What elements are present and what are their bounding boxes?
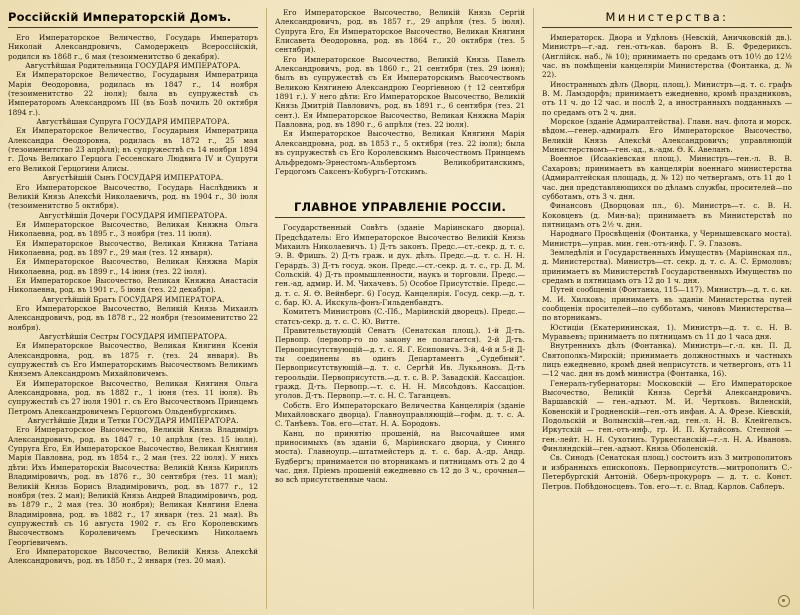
paragraph: Правительствующій Сенатъ (Сенатская площ.). 1-й Д-тъ. Первопр. (первопр-го по закону не полагается). 2-й Д-тъ. Первоприсутствующій—д. т. с. Я. Г. Есиповичъ. 3-й, 4-й и 5-й Д-ты соединены въ одинъ Департаментъ „Судебный“. Первоприсутствующій—д. т. с. Сергѣй Ив. Лукьяновъ. Д-тъ героольдіи. Первоприсутств.—д. т. с. В. Р. Завадскій. Кассаціон. гражд. Д-тъ. Первопр.—т. с. Н. Н. Мясоѣдовъ. Кассаціон. уголов. Д-тъ. Первопр.—т. с. Н. С. Таганцевъ.	[275, 325, 525, 401]
paragraph: Его Императорское Высочество, Великій Князь Владиміръ Александровичъ, род. въ 1847 г., 10 апрѣля (тез. 15 іюля). Супруга Его, Ея Императорское Высочество, Великая Княгиня Марія Павловна, род. въ 1854 г., 2 мая (тез. 22 іюля). У нихъ дѣти: Ихъ Императорскія Высочества: Великій Князь Кириллъ Владиміровичъ, род. въ 1876 г., 30 сентября (тез. 11 мая); Великій Князь Борисъ Владиміровичъ, род. въ 1877 г., 12 ноября (тез. 2 мая); Великій Князь Андрей Владиміровичъ, род. въ 1879 г., 2 мая (тез. 30 ноября); Великая Княгиня Елена Владиміровна, род. въ 1882 г., 17 января (тез. 21 мая). Въ супружествѣ съ 16 августа 1902 г. съ Его Королевскимъ Высочествомъ Королевичемъ Греческимъ Николаемъ Георгіевичемъ.	[8, 425, 258, 547]
paragraph: Ея Императорское Высочество, Великая Княжна Анастасія Николаевна, род. въ 1901 г., 5 іюня (тез. 22 декабря).	[8, 275, 258, 295]
paragraph: Генералъ-губернаторы: Московскій — Его Императорское Высочество, Великій Князь Сергѣй Александровичъ. Варшавскій — ген.-адъют. М. И. Чертковъ. Виленскій, Ковенскій и Гродненскій—ген.-отъ инфан. А. А. Фрезе. Кіевскій, Подольскій и Волынскій—ген.-ад. ген.-л. Н. В. Клейгельсъ. Иркутскій — ген.-отъ-инф., гр. И. П. Кутайсовъ. Степной — ген.-лейт. Н. Н. Сухотинъ. Туркестанскій—г.-л. Н. А. Ивановъ. Финляндскій—ген.-адъют. Князь Оболенскій.	[542, 378, 792, 454]
paragraph: Его Императорское Высочество, Великій Князь Михаилъ Александровичъ, род. въ 1878 г., 22 ноября (тезоименитство 22 ноября).	[8, 303, 258, 332]
subheading: Августѣйшій Братъ ГОСУДАРЯ ИМПЕРАТОРА.	[41, 294, 225, 304]
ministries-title: Министерства:	[605, 10, 729, 24]
paragraph: Финансовъ (Дворцовая пл., 6). Министръ—т. с. В. Н. Коковцевъ (д. Мин-ва); принимаетъ въ Министерствѣ по пятницамъ отъ 2½ ч. дня.	[542, 201, 792, 229]
paragraph: Ея Императорское Величество, Государыня Императрица Александра Ѳеодоровна, родилась въ 1872 г., 25 мая (тезоименитство 23 апрѣля); въ супружествѣ съ 14 ноября 1894 г. Дочь Великаго Герцога Гессенскаго Людвига IV и Супруги его Великой Герцогини Алисы.	[8, 126, 258, 173]
subheading: Августѣйшая Родительница ГОСУДАРЯ ИМПЕРАТОРА.	[25, 61, 241, 71]
paragraph: Военное (Исаакіевская площ.). Министръ—ген.-л. В. В. Сахаровъ; принимаетъ въ канцеляріи военнаго министерства (Адмиралтейская площадь, д. № 12) по четвергамъ, отъ 11 до 1 час. дня представляющихся по дѣламъ службы, просителей—по субботамъ, отъ 3 ч. дня.	[542, 154, 792, 201]
paragraph: Его Императорское Высочество, Великій Князь Алексѣй Александровичъ, род. въ 1850 г., 2 января (тез. 20 мая).	[8, 546, 258, 566]
main-administration-title: ГЛАВНОЕ УПРАВЛЕНІЕ РОССІИ.	[293, 200, 507, 215]
paragraph: Внутреннихъ дѣлъ (Фонтанка). Министръ—г.-л. кн. П. Д. Святополкъ-Мирскій; принимаетъ должностныхъ и частныхъ лицъ ежедневно, кромѣ дней неприсутств. и четверговъ, отъ 11—12 час. дня въ домѣ министра (Фонтанка, 16).	[542, 341, 792, 379]
paragraph: Комитетъ Министровъ (С.-Пб., Маріинскій дворецъ). Предс.—статсъ-секр. д. т. с. С. Ю. Витте.	[275, 307, 525, 326]
title-rule	[8, 27, 258, 28]
paragraph: Ея Императорское Величество, Государыня Императрица Марія Ѳеодоровна, родилась въ 1847 г., 14 ноября (тезоименитство 22 іюля); была въ супружествѣ съ Императоромъ Александромъ III (въ Бозѣ почилъ 20 октября 1894 г.).	[8, 70, 258, 117]
paragraph: Канц. по принятію прошеній, на Высочайшее имя приносимыхъ (въ зданіи 6, Маріинскаго дворца, у Синяго моста). Главноупр.—штатмейстеръ д. т. с. бар. А.-др. Андр. Будбергъ; принимается по вторникамъ и пятницамъ отъ 2 до 4 час. дня. Пріемъ прошеній ежедневно съ 12 до 3 ч., срочныя—во всѣ присутственные часы.	[275, 428, 525, 485]
paragraph: Ея Императорское Высочество, Великая Княгиня Марія Александровна, род. въ 1853 г., 5 октября (тез. 22 іюля); была въ супружествѣ съ Его Королевскимъ Высочествомъ Принцемъ Альфредомъ-Эрнестомъ-Альбертомъ Великобританскимъ, Герцогомъ Саксенъ-Кобургъ-Готскимъ.	[275, 129, 525, 176]
paragraph: Его Императорское Величество, Государь Императоръ Николай Александровичъ, Самодержецъ Всероссійскій, родился въ 1868 г., 6 мая (тезоименитство 6 декабря).	[8, 33, 258, 61]
main-administration-text	[275, 223, 525, 485]
subheading: Августѣйшіе Дяди и Тетки ГОСУДАРЯ ИМПЕРАТОРА.	[27, 416, 239, 426]
paragraph: Государственный Совѣтъ (зданіе Маріинскаго дворца). Предсѣдатель: Его Императорское Высочество Великій Князь Михаилъ Николаевичъ. 1) Д-тъ законъ. Предс.—ст.-секр. д. т. с. Э. В. Фришъ. 2) Д-тъ граж. и дух. дѣлъ. Предс.—д. т. с. Н. Н. Герардъ. 3) Д-тъ госуд. экон. Предс.—ст.-секр. д. т. с., гр. Д. М. Сольскій. 4) Д-тъ промышленности, наукъ и торговли. Предс.—ген.-ад. адмир. И. М. Чихачевъ. 5) Особое Присутствіе. Предс.—д. т. с. Я. Ѳ. Вейнберг. 6) Госуд. Канцелярія. Госуд. секр.—д. т. с. бар. Ю. А. Икскуль-фонъ-Гильденбандтъ.	[275, 223, 525, 307]
column-imperial-house	[8, 8, 258, 609]
paragraph: Путей сообщенія (Фонтанка, 115—117). Министръ—д. т. с. кн. М. И. Хилковъ; принимаетъ въ зданіи Министерства путей сообщенія просителей—по субботамъ, чиновъ Министерства—по вторникамъ.	[542, 285, 792, 323]
title-rule	[275, 217, 525, 218]
subheading: Августѣйшая Супруга ГОСУДАРЯ ИМПЕРАТОРА.	[36, 117, 230, 127]
subheading: Августѣйшія Сестры ГОСУДАРЯ ИМПЕРАТОРА.	[39, 332, 227, 341]
paragraph: Морское (зданіе Адмиралтейства). Главн. нач. флота и морск. вѣдом.—генер.-адмиралъ Его Императорское Высочество, Великій Князь Алексѣй Александровичъ; управляющій Министерствомъ—ген.-ад., в.-адм. Ѳ. К. Авеланъ.	[542, 117, 792, 155]
title-rule	[542, 27, 792, 28]
spacer	[275, 176, 525, 198]
imperial-house-title: Россійскій Императорскій Домъ.	[8, 10, 232, 24]
ministries-text	[542, 33, 792, 491]
paragraph: Иностранныхъ дѣлъ (Дворц. площ.). Министръ—д. т. с. графъ В. М. Ламздорфъ; принимаетъ ежедневно, кромѣ праздниковъ, отъ 11 ч. до 12 час. и послѣ 2, а иностранныхъ подданныхъ — по средамъ отъ 2 ч. дня.	[542, 79, 792, 117]
paragraph: Земледѣлія и Государственныхъ Имуществъ (Маріинская пл., д. Министерства). Министръ—ст. секр. д. т. с. А. С. Ермоловъ; принимаетъ въ Министерствѣ Государственныхъ Имуществъ по средамъ и пятницамъ отъ 12 до 1 ч. дня.	[542, 247, 792, 285]
paragraph: Его Императорское Высочество, Великій Князь Сергій Александровичъ, род. въ 1857 г., 29 апрѣля (тез. 5 іюля). Супруга Его, Ея Императорское Высочество, Великая Княгиня Елисавета Ѳеодоровна, род. въ 1864 г., 20 октября (тез. 5 сентября).	[275, 8, 525, 55]
paragraph: Народнаго Просвѣщенія (Фонтанка, у Чернышевскаго моста). Министръ—управ. мин. ген.-отъ-инф. Г. Э. Глазовъ.	[542, 229, 792, 248]
paragraph: Ея Императорское Высочество, Великая Княжна Марія Николаевна, род. въ 1899 г., 14 іюня (тез. 22 іюля).	[8, 257, 258, 276]
paragraph: Его Императорское Высочество, Государь Наслѣдникъ и Великій Князь Алексѣй Николаевичъ, род. въ 1904 г., 30 іюля (тезоименитство 5 октября).	[8, 182, 258, 211]
paragraph: Его Императорское Высочество, Великій Князь Павелъ Александровичъ, род. въ 1860 г., 21 сентября (тез. 29 іюня); былъ въ супружествѣ съ Ея Императорскимъ Высочествомъ Великою Княгинею Александрою Георгіевною († 12 сентября 1891 г.). У него дѣти: Его Императорское Высочество, Великій Князь Дмитрій Павловичъ, род. въ 1891 г., 6 сентября (тез. 21 сент.). Ея Императорское Высочество, Великая Княжна Марія Павловна, род. въ 1890 г., 6 апрѣля (тез. 22 іюля).	[275, 54, 525, 130]
paragraph: Ея Императорское Высочество, Великая Княгиня Ксенія Александровна, род. въ 1875 г. (тез. 24 января). Въ супружествѣ съ Его Императорскимъ Высочествомъ Великимъ Княземъ Александромъ Михайловичемъ.	[8, 341, 258, 379]
paragraph: Ея Императорское Высочество, Великая Княгиня Ольга Александровна, род. въ 1882 г., 1 іюня (тез. 11 іюля). Въ супружествѣ съ 27 іюля 1901 г. съ Его Высочествомъ Принцемъ Петромъ Александровичемъ Герцогомъ Ольденбургскимъ.	[8, 378, 258, 416]
subheading: Августѣйшія Дочери ГОСУДАРЯ ИМПЕРАТОРА.	[38, 210, 228, 220]
paragraph: Св. Синодъ (Сенатская площ.) состоитъ изъ 3 митрополитовъ и избранныхъ епископовъ. Первоприсутств.—митрополитъ С.-Петербургскій Антоній. Оберъ-прокуроръ — д. т. с. Конст. Петров. Побѣдоносцевъ. Тов. его—т. с. Влад. Карлов. Саблеръ.	[542, 453, 792, 491]
paragraph: Юстиціи (Екатерининская, 1). Министръ—д. т. с. Н. В. Муравьевъ; принимаетъ по пятницамъ съ 11 до 1 часа дня.	[542, 322, 792, 341]
paragraph: Императорск. Двора и Удѣловъ (Невскій, Аничковскій дв.). Министръ—г.-ад. ген.-отъ-кав. баронъ В. Б. Фредериксъ. (Англійск. наб., № 10); принимаетъ по средамъ отъ 10½ до 12½ час. въ помѣщеніи канцеляріи Министерства (Фонтанка, д. № 22).	[542, 33, 792, 80]
paragraph: Ея Императорское Высочество, Великая Княжна Ольга Николаевна, род. въ 1895 г., 3 ноября (тез. 11 іюля).	[8, 219, 258, 239]
paragraph: Собств. Его Императорскаго Величества Канцелярія (зданіе Михайловскаго дворца). Главноуправляющій—гофм. д. т. с. А. С. Танѣевъ. Тов. его—стат. Н. А. Бородовъ.	[275, 400, 525, 429]
subheading: Августѣйшій Сынъ ГОСУДАРЯ ИМПЕРАТОРА.	[42, 173, 224, 183]
corner-ornament-icon	[778, 595, 790, 607]
column-ministries	[533, 8, 792, 609]
column-main-administration	[266, 8, 525, 609]
imperial-house-continued	[275, 8, 525, 176]
paragraph: Ея Императорское Высочество, Великая Княжна Татіана Николаевна, род. въ 1897 г., 29 мая (тез. 12 января).	[8, 238, 258, 257]
imperial-house-text	[8, 33, 258, 566]
